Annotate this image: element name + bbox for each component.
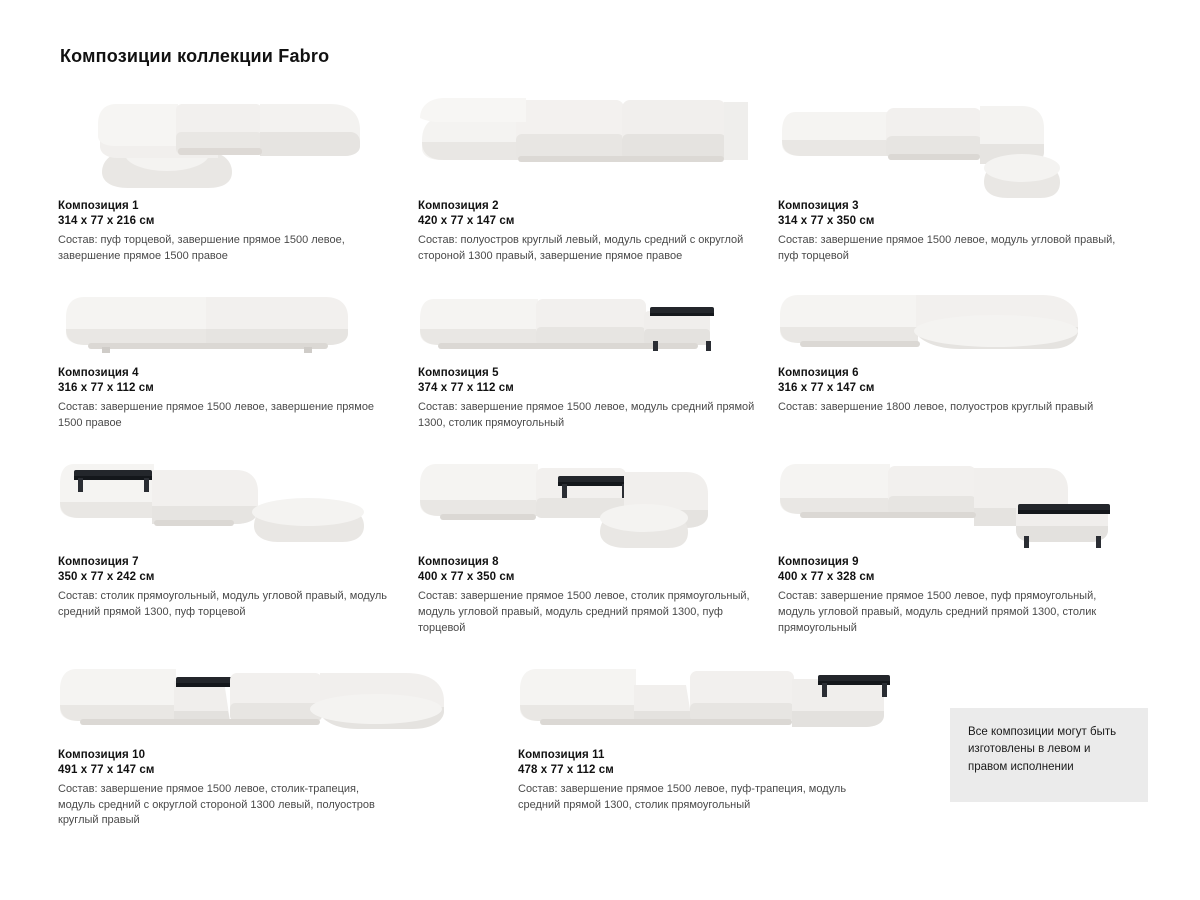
composition-card-1 — [58, 88, 418, 265]
composition-illustration-4 — [58, 283, 406, 365]
composition-title: Композиция 7 — [58, 555, 139, 568]
composition-card-10 — [58, 655, 518, 830]
composition-description: Состав: завершение прямое 1500 левое, пуф прямоугольный, модуль угловой правый, модуль средний прямой 1300, столик прямоугольный — [778, 589, 1097, 634]
composition-description: Состав: пуф торцевой, завершение прямое 1500 левое, завершение прямое 1500 правое — [58, 234, 345, 262]
note-box: Все композиции могут быть изготовлены в левом и правом исполнении — [950, 708, 1148, 802]
composition-illustration-5 — [418, 283, 766, 365]
composition-dimensions: 420 х 77 х 147 см — [418, 215, 515, 227]
composition-dimensions: 374 х 77 х 112 см — [418, 381, 514, 394]
composition-card-3 — [778, 88, 1138, 265]
composition-title: Композиция 2 — [418, 200, 499, 212]
composition-dimensions: 491 х 77 х 147 см — [58, 763, 155, 776]
composition-dimensions: 400 х 77 х 350 см — [418, 570, 515, 583]
composition-title: Композиция 5 — [418, 366, 499, 379]
composition-description: Состав: завершение прямое 1500 левое, пуф-трапеция, модуль средний прямой 1300, столик прямоугольный — [518, 782, 847, 811]
composition-illustration-9 — [778, 450, 1126, 554]
composition-dimensions: 314 х 77 х 350 см — [778, 215, 875, 227]
composition-card-4 — [58, 283, 418, 432]
composition-illustration-8 — [418, 450, 766, 554]
composition-illustration-7 — [58, 450, 406, 554]
composition-description: Состав: завершение прямое 1500 левое, модуль угловой правый, пуф торцевой — [778, 234, 1116, 262]
composition-card-9 — [778, 450, 1138, 637]
composition-card-5 — [418, 283, 778, 432]
composition-title: Композиция 4 — [58, 366, 139, 379]
composition-description: Состав: завершение прямое 1500 левое, столик-трапеция, модуль средний с округлой стороной 1300 левый, полуостров круглый правый — [58, 782, 375, 827]
grid-row — [58, 450, 1148, 637]
composition-card-6 — [778, 283, 1138, 432]
composition-dimensions: 314 х 77 х 216 см — [58, 215, 155, 227]
composition-dimensions: 478 х 77 х 112 см — [518, 763, 614, 776]
composition-illustration-6 — [778, 283, 1126, 365]
composition-description: Состав: столик прямоугольный, модуль угловой правый, модуль средний прямой 1300, пуф торцевой — [58, 589, 388, 618]
composition-card-7 — [58, 450, 418, 637]
composition-title: Композиция 1 — [58, 200, 139, 212]
composition-title: Композиция 11 — [518, 748, 605, 761]
composition-card-8 — [418, 450, 778, 637]
composition-dimensions: 350 х 77 х 242 см — [58, 570, 155, 583]
composition-dimensions: 400 х 77 х 328 см — [778, 570, 875, 583]
composition-title: Композиция 8 — [418, 555, 499, 568]
composition-title: Композиция 3 — [778, 200, 859, 212]
composition-illustration-11 — [518, 655, 926, 747]
composition-dimensions: 316 х 77 х 147 см — [778, 381, 875, 394]
composition-illustration-10 — [58, 655, 506, 747]
grid-row — [58, 88, 1148, 265]
composition-description: Состав: завершение прямое 1500 левое, модуль средний прямой 1300, столик прямоугольный — [418, 400, 755, 429]
composition-description: Состав: завершение прямое 1500 левое, завершение прямое 1500 правое — [58, 400, 375, 429]
composition-card-2 — [418, 88, 778, 265]
composition-description: Состав: завершение 1800 левое, полуостров круглый правый — [778, 400, 1094, 413]
composition-illustration-2 — [418, 88, 766, 198]
grid-row — [58, 283, 1148, 432]
composition-title: Композиция 9 — [778, 555, 859, 568]
composition-description: Состав: завершение прямое 1500 левое, столик прямоугольный, модуль угловой правый, модуль средний прямой 1300, пуф торцевой — [418, 589, 750, 634]
composition-illustration-3 — [778, 88, 1126, 198]
composition-illustration-1 — [58, 88, 406, 198]
composition-card-11 — [518, 655, 938, 830]
page-title: Композиции коллекции Fabro — [60, 46, 330, 66]
composition-title: Композиция 10 — [58, 748, 146, 761]
composition-description: Состав: полуостров круглый левый, модуль средний с округлой стороной 1300 правый, завершение прямое правое — [418, 234, 744, 262]
composition-dimensions: 316 х 77 х 112 см — [58, 381, 154, 394]
composition-title: Композиция 6 — [778, 366, 859, 379]
